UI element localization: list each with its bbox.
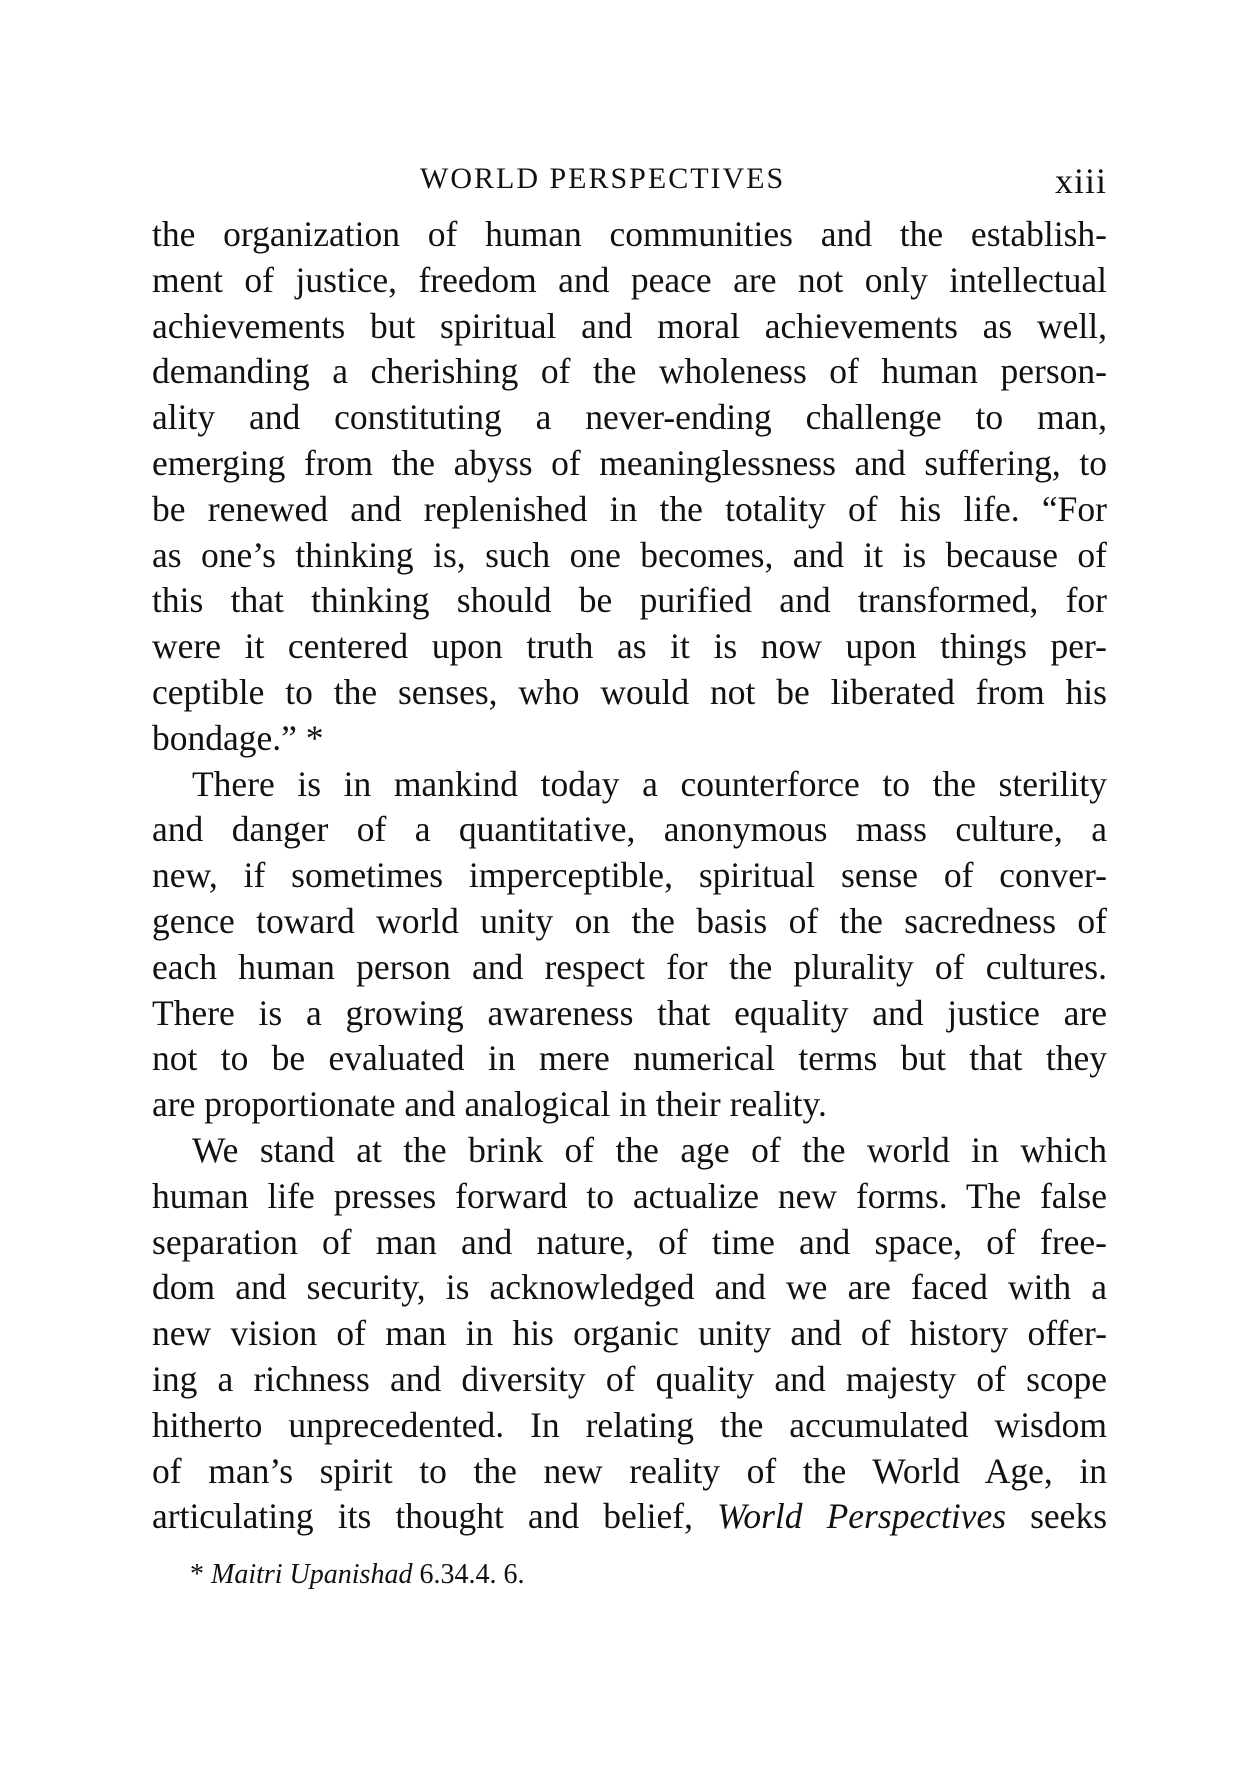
text-line: bondage.” * [152, 717, 324, 758]
series-title: World Perspectives [717, 1496, 1007, 1537]
footnote-marker: * [190, 1559, 204, 1591]
text-line: of man’s spirit to the new reality of the World Age, in [152, 1450, 1107, 1491]
text-line: There is in mankind today a counterforce to the sterility [192, 763, 1107, 804]
text-line: dom and security, is acknowledged and we are faced with a [152, 1267, 1107, 1308]
text-line: human life presses forward to actualize new forms. The false [152, 1175, 1107, 1216]
text-line: emerging from the abyss of meaninglessness and suffering, to [152, 442, 1107, 483]
final-line-start: articulating its thought and belief, [152, 1496, 693, 1537]
text-line: ceptible to the senses, who would not be liberated from his [152, 671, 1107, 712]
text-line: as one’s thinking is, such one becomes, and it is because of [152, 534, 1107, 575]
text-line: and danger of a quantitative, anonymous mass culture, a [152, 809, 1107, 850]
text-line: each human person and respect for the plurality of cultures. [152, 946, 1107, 987]
text-line: separation of man and nature, of time and space, of free- [152, 1221, 1107, 1262]
footnote [152, 1558, 1107, 1592]
text-line: There is a growing awareness that equality and justice are [152, 992, 1107, 1033]
text-line: achievements but spiritual and moral achievements as well, [152, 305, 1107, 346]
text-line: this that thinking should be purified and transformed, for [152, 580, 1107, 621]
text-line: new vision of man in his organic unity and of history offer- [152, 1313, 1107, 1354]
text-line: ment of justice, freedom and peace are not only intellectual [152, 259, 1107, 300]
text-line: not to be evaluated in mere numerical terms but that they [152, 1038, 1107, 1079]
text-line: are proportionate and analogical in their reality. [152, 1084, 827, 1125]
text-line: gence toward world unity on the basis of the sacredness of [152, 900, 1107, 941]
footnote-reference: 6.34.4. 6. [419, 1559, 525, 1591]
text-line: We stand at the brink of the age of the world in which [192, 1129, 1107, 1170]
text-line: were it centered upon truth as it is now upon things per- [152, 626, 1107, 667]
page-number: xiii [1054, 161, 1107, 201]
running-title: WORLD PERSPECTIVES [420, 162, 786, 195]
text-line: demanding a cherishing of the wholeness of human person- [152, 351, 1107, 392]
text-line: new, if sometimes imperceptible, spiritual sense of conver- [152, 855, 1107, 896]
text-line: ality and constituting a never-ending challenge to man, [152, 397, 1107, 438]
text-line: ing a richness and diversity of quality and majesty of scope [152, 1358, 1107, 1399]
text-line: be renewed and replenished in the totality of his life. “For [152, 488, 1107, 529]
book-page [152, 160, 1107, 1592]
final-line-end: seeks [1030, 1496, 1108, 1537]
text-line-final [152, 1494, 1107, 1540]
text-line: the organization of human communities and the establish- [152, 214, 1107, 254]
text-line: hitherto unprecedented. In relating the accumulated wisdom [152, 1404, 1107, 1445]
footnote-source-title: Maitri Upanishad [211, 1559, 413, 1591]
body-text [152, 212, 1107, 1540]
running-head [152, 160, 1107, 212]
